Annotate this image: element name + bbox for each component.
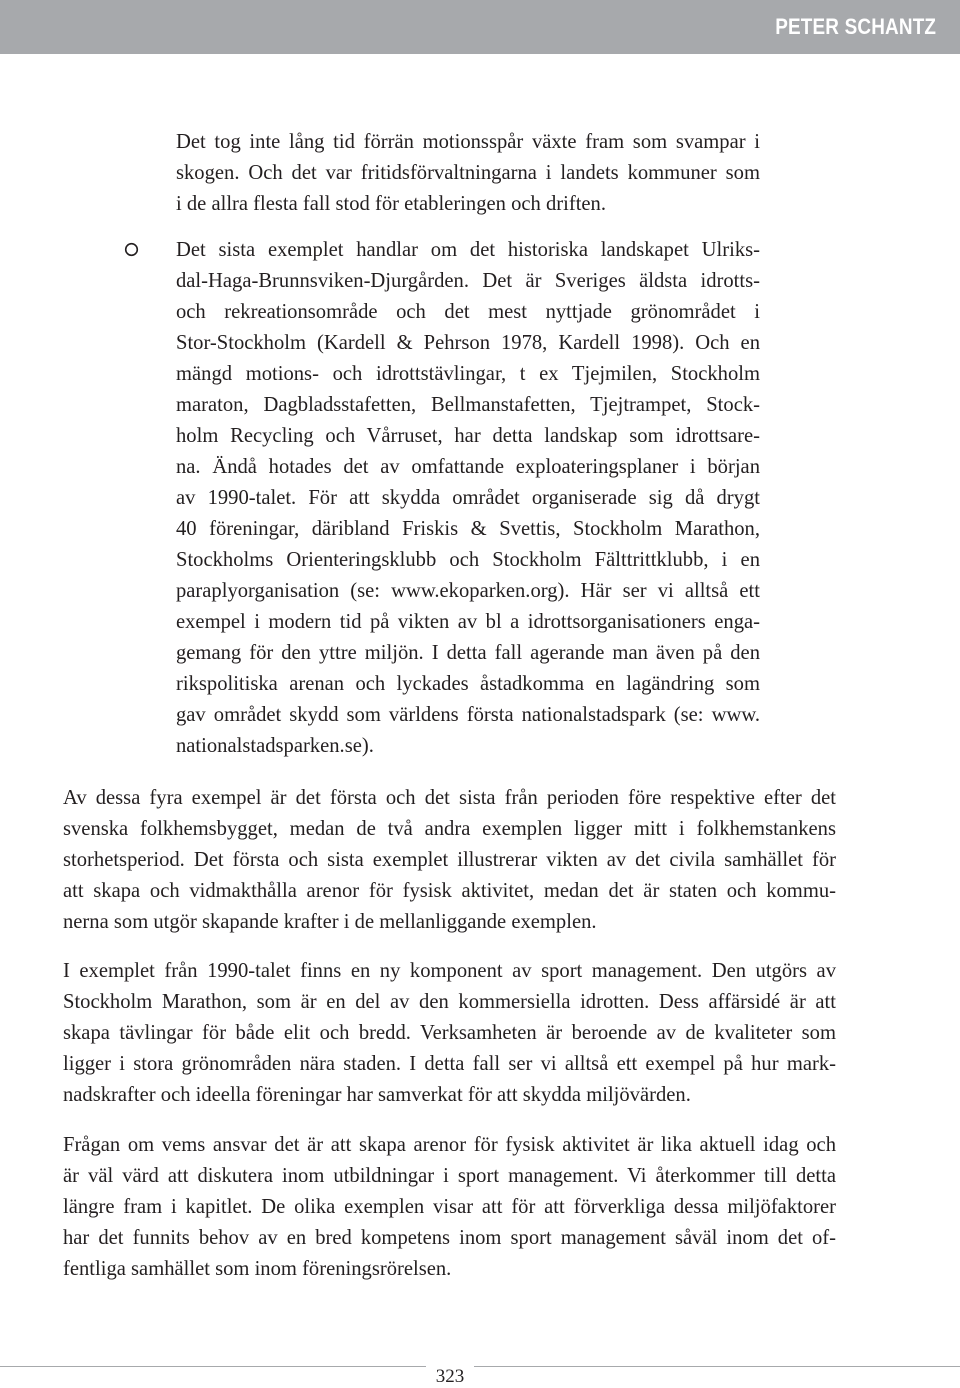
bullet-line: Stockholms Orienteringsklubb och Stockholm Fälttrittklubb, i en xyxy=(176,549,760,571)
bullet-line: och rekreationsområde och det mest nyttjade grönområdet i xyxy=(176,301,760,323)
author-name: PETER SCHANTZ xyxy=(775,14,936,39)
paragraph-line: svenska folkhemsbygget, medan de två andra exemplen ligger mitt i folkhemstankens xyxy=(63,818,836,840)
paragraph-line: fentliga samhället som inom föreningsrörelsen. xyxy=(63,1258,452,1280)
paragraph-line: nadskrafter och ideella föreningar har samverkat för att skydda miljövärden. xyxy=(63,1084,691,1106)
bullet-line: 40 föreningar, däribland Friskis & Svettis, Stockholm Marathon, xyxy=(176,518,760,540)
paragraph-line: Av dessa fyra exempel är det första och det sista från perioden före respektive efter det xyxy=(63,787,836,809)
bullet-line: exempel i modern tid på vikten av bl a idrottsorganisationers enga- xyxy=(176,611,760,633)
paragraph-line: skapa tävlingar för både elit och bredd. Verksamheten är beroende av de kvaliteter som xyxy=(63,1022,836,1044)
paragraph-line: I exemplet från 1990-talet finns en ny komponent av sport management. Den utgörs av xyxy=(63,960,836,982)
paragraph-line: ligger i stora grönområden nära staden. I detta fall ser vi alltså ett exempel på hur mark- xyxy=(63,1053,836,1075)
bullet-line: maraton, Dagbladsstafetten, Bellmanstafetten, Tjejtrampet, Stock- xyxy=(176,394,760,416)
page-number: 323 xyxy=(435,1366,465,1387)
paragraph-line: storhetsperiod. Det första och sista exemplet illustrerar vikten av det civila samhället för xyxy=(63,849,836,871)
bullet-line: gav området skydd som världens första nationalstadspark (se: www. xyxy=(176,704,760,726)
paragraph-line: är väl värd att diskutera inom utbildningar i sport management. Vi återkommer till detta xyxy=(63,1165,836,1187)
paragraph-line: nerna som utgör skapande krafter i de mellanliggande exemplen. xyxy=(63,911,597,933)
bullet-line: gemang för den yttre miljön. I detta fall agerande man även på den xyxy=(176,642,760,664)
bullet-line: mängd motions- och idrottstävlingar, t ex Tjejmilen, Stockholm xyxy=(176,363,760,385)
bullet-line: rikspolitiska arenan och lyckades åstadkomma en lagändring som xyxy=(176,673,760,695)
bullet-line: Det sista exemplet handlar om det historiska landskapet Ulriks- xyxy=(176,239,760,261)
paragraph-line: att skapa och vidmakthålla arenor för fysisk aktivitet, medan det är staten och kommu- xyxy=(63,880,836,902)
footer-rule-right xyxy=(474,1366,960,1367)
bullet-line: nationalstadsparken.se). xyxy=(176,735,374,757)
intro-line: i de allra flesta fall stod för etableringen och driften. xyxy=(176,193,607,215)
intro-line: Det tog inte lång tid förrän motionsspår växte fram som svampar i xyxy=(176,131,760,153)
intro-line: skogen. Och det var fritidsförvaltningarna i landets kommuner som xyxy=(176,162,760,184)
circle-bullet-icon xyxy=(124,242,139,257)
bullet-line: paraplyorganisation (se: www.ekoparken.org). Här ser vi alltså ett xyxy=(176,580,760,602)
bullet-line: dal-Haga-Brunnsviken-Djurgården. Det är Sveriges äldsta idrotts- xyxy=(176,270,760,292)
paragraph-line: längre fram i kapitlet. De olika exemplen visar att för att förverkliga dessa miljöfaktorer xyxy=(63,1196,836,1218)
paragraph-line: har det funnits behov av en bred kompetens inom sport management såväl inom det of- xyxy=(63,1227,836,1249)
footer-rule-left xyxy=(0,1366,426,1367)
paragraph-line: Frågan om vems ansvar det är att skapa arenor för fysisk aktivitet är lika aktuell idag och xyxy=(63,1134,836,1156)
bullet-line: holm Recycling och Vårruset, har detta landskap som idrottsare- xyxy=(176,425,760,447)
bullet-line: Stor-Stockholm (Kardell & Pehrson 1978, Kardell 1998). Och en xyxy=(176,332,760,354)
paragraph-line: Stockholm Marathon, som är en del av den kommersiella idrotten. Dess affärsidé är att xyxy=(63,991,836,1013)
bullet-line: av 1990-talet. För att skydda området organiserade sig då drygt xyxy=(176,487,760,509)
bullet-line: na. Ändå hotades det av omfattande exploateringsplaner i början xyxy=(176,456,760,478)
